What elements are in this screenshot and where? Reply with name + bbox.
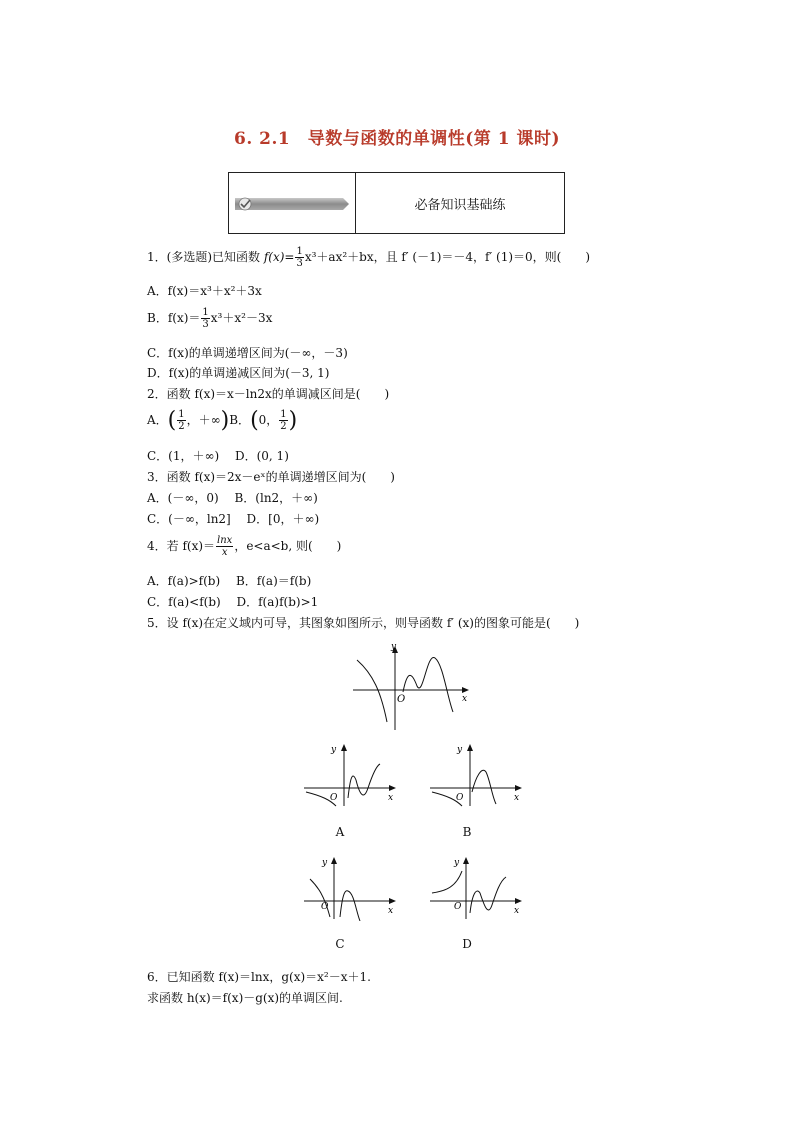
q2-opta-fraction (177, 409, 185, 432)
section-banner (228, 172, 565, 234)
option-d-axis-x-label: x (514, 906, 520, 916)
q1-frac-den: 3 (296, 258, 303, 269)
q2-opta-lparen: ( (167, 408, 177, 433)
q1-option-a: A．f(x)＝x³＋x²＋3x (147, 284, 262, 298)
q1-frac-num: 1 (296, 246, 303, 257)
q1-fx: f(x)= (263, 250, 295, 264)
option-a-axis-y-label: y (331, 745, 337, 755)
q5-label-a: A (335, 825, 345, 839)
q4-stem (147, 535, 341, 558)
option-d-axis-y-label: y (454, 858, 460, 868)
option-b-origin-label: O (456, 793, 464, 803)
q2-opta-post: ，＋∞ (186, 413, 221, 427)
q2-optb-rparen: ) (288, 408, 298, 433)
q1-optb-frac-num: 1 (202, 307, 209, 318)
q5-label-b: B (462, 825, 472, 839)
q3-stem: 3．函数 f(x)＝2x－eˣ的单调递增区间为( ) (147, 470, 395, 484)
q3-options-cd: C．(－∞，ln2] D．[0，＋∞) (147, 512, 320, 526)
option-d-origin-label: O (454, 902, 462, 912)
q2-optb-lparen: ( (250, 408, 259, 433)
q5-option-a-graph (300, 740, 400, 811)
q2-opta-pre: A． (147, 413, 168, 427)
q5-stem: 5．设 f(x)在定义域内可导，其图象如图所示，则导函数 f′ (x)的图象可能是( ) (147, 616, 580, 630)
q6-line1: 6．已知函数 f(x)＝lnx，g(x)＝x²－x＋1. (147, 970, 371, 984)
option-c-axis-y-label: y (322, 858, 328, 868)
q1-option-b (147, 307, 272, 330)
main-axis-x-label: x (462, 694, 468, 704)
q2-opta-rparen: ) (220, 408, 230, 433)
main-origin-label: O (397, 694, 406, 705)
q4-fraction (216, 535, 233, 558)
page-title: 6. 2.1 导数与函数的单调性(第 1 课时) (234, 129, 560, 149)
q4-frac-den: x (221, 547, 228, 558)
q1-optb-fraction (201, 307, 209, 330)
q2-options-cd: C．(1，＋∞) D．(0, 1) (147, 449, 289, 463)
q1-stem (147, 246, 590, 269)
q5-label-c: C (335, 937, 345, 951)
q2-optb-fraction (279, 409, 287, 432)
checkmark-arrow-icon (233, 196, 351, 212)
q2-opta-frac-den: 2 (178, 421, 185, 432)
q1-prefix: 1．(多选题)已知函数 (147, 250, 264, 264)
option-a-axis-x-label: x (388, 793, 394, 803)
q1-optb-pre: B．f(x)＝ (147, 311, 201, 325)
q1-optb-post: x³＋x²－3x (210, 311, 273, 325)
q1-option-c: C．f(x)的单调递增区间为(－∞，－3) (147, 346, 348, 360)
option-c-origin-label: O (321, 902, 329, 912)
q1-fraction (295, 246, 303, 269)
q5-main-graph (345, 640, 475, 735)
option-b-axis-y-label: y (457, 745, 463, 755)
q4-prefix: 4．若 f(x)＝ (147, 539, 216, 553)
option-b-axis-x-label: x (514, 793, 520, 803)
q2-options-ab (147, 408, 297, 433)
q1-optb-frac-den: 3 (202, 319, 209, 330)
option-c-axis-x-label: x (388, 906, 394, 916)
q6-line2: 求函数 h(x)＝f(x)－g(x)的单调区间. (147, 991, 343, 1005)
q1-rest: x³＋ax²＋bx，且 f′ (－1)＝－4，f′ (1)＝0，则( ) (304, 250, 591, 264)
q3-options-ab: A．(－∞，0) B．(ln2，＋∞) (147, 491, 318, 505)
q5-option-c-graph (300, 853, 400, 924)
q2-opta-frac-num: 1 (178, 409, 185, 420)
banner-label: 必备知识基础练 (414, 197, 506, 213)
q5-option-d-graph (426, 853, 526, 924)
banner-arrow-cell (229, 173, 356, 233)
q5-option-b-graph (426, 740, 526, 811)
q2-stem: 2．函数 f(x)＝x－ln2x的单调减区间是( ) (147, 387, 390, 401)
q4-options-cd: C．f(a)<f(b) D．f(a)f(b)>1 (147, 595, 319, 609)
q4-frac-num: lnx (217, 535, 233, 546)
q4-suffix: ，e<a<b, 则( ) (234, 539, 342, 553)
q4-options-ab: A．f(a)>f(b) B．f(a)＝f(b) (147, 574, 312, 588)
q2-optb-mid: 0， (258, 413, 279, 427)
q2-optb-frac-num: 1 (280, 409, 287, 420)
option-a-origin-label: O (330, 793, 338, 803)
q5-label-d: D (462, 937, 472, 951)
q1-option-d: D．f(x)的单调递减区间为(－3, 1) (147, 366, 330, 380)
q2-optb-pre: B． (229, 413, 251, 427)
q2-optb-frac-den: 2 (280, 421, 287, 432)
main-axis-y-label: y (391, 642, 397, 652)
